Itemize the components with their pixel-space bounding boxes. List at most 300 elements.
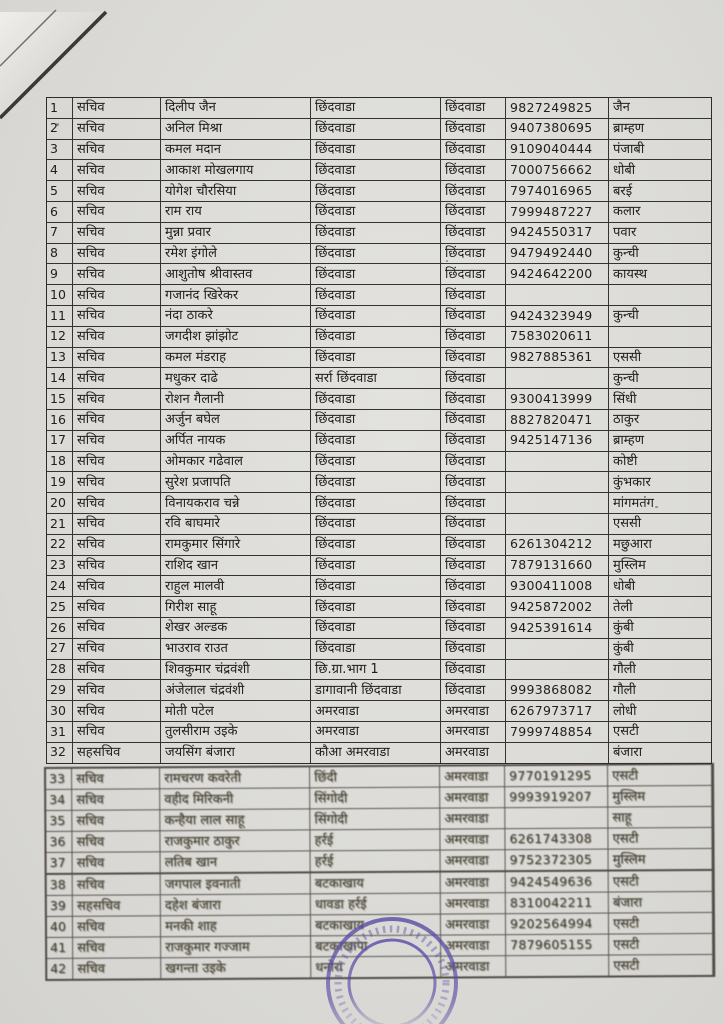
table-cell-location: छिंदवाडा <box>311 327 441 347</box>
table-cell-caste: धोबी <box>613 578 636 594</box>
table-cell-location: छिंदवाडा <box>311 535 441 555</box>
table-cell-location: छिंदवाडा <box>311 348 441 368</box>
table-cell-location: डागावानी छिंदवाडा <box>311 680 441 700</box>
table-cell-phone: 6261304212 <box>506 535 609 555</box>
table-cell-name: योगेश चौरसिया <box>161 181 311 201</box>
table-cell-sno: 15 <box>47 389 73 409</box>
table-cell-caste: धोबी <box>613 162 636 178</box>
table-cell-phone: 8310042211 <box>506 892 609 913</box>
table-cell-phone: 9109040444 <box>506 140 609 160</box>
table-cell-caste: कुंबी <box>613 641 634 657</box>
table-cell-sno: 3 <box>47 140 73 160</box>
page-fold-corner <box>0 0 150 130</box>
table-cell-sno: 21 <box>47 514 73 534</box>
table-cell-location: छिंदवाडा <box>311 431 441 451</box>
table-cell-sno: 13 <box>47 348 73 368</box>
table-cell-caste: एससी <box>613 516 642 532</box>
table-cell-caste: साहू <box>608 806 712 827</box>
table-cell-phone: 9202564994 <box>506 913 609 934</box>
table-cell-designation: सचिव <box>73 181 161 201</box>
table-cell-phone: 9300411008 <box>506 576 609 596</box>
table-row <box>47 701 711 722</box>
table-cell-location: छिंदवाडा <box>311 306 441 326</box>
table-row <box>47 431 711 452</box>
table-cell-location: धावडा हर्रई <box>311 893 441 914</box>
table-cell-location: छिंदवाडा <box>311 472 441 492</box>
table-cell-district: छिंदवाडा <box>441 410 506 430</box>
table-row <box>47 576 711 597</box>
table-cell-location: छिंदवाडा <box>311 160 441 180</box>
table-cell-sno: 22 <box>47 535 73 555</box>
table-cell-name: दहेश बंजारा <box>161 894 311 915</box>
table-cell-district: छिंदवाडा <box>441 306 506 326</box>
table-cell-phone: 7974016965 <box>506 181 609 201</box>
table-cell-name: गजानंद खिरेकर <box>161 285 311 305</box>
table-cell-district: अमरवाडा <box>440 787 505 807</box>
table-cell-designation: सचिव <box>73 597 161 617</box>
table-row <box>47 556 711 577</box>
table-cell-name: मोती पटेल <box>161 701 311 721</box>
table-cell-phone <box>506 452 609 472</box>
table-cell-designation: सचिव <box>72 789 160 810</box>
table-cell-location: छिंदवाडा <box>311 264 441 284</box>
table-cell-name: राहुल मालवी <box>161 576 311 596</box>
table-cell-caste: ब्राम्हण <box>613 433 645 449</box>
table-cell-phone: 7879131660 <box>506 556 609 576</box>
table-cell-phone: 9425872002 <box>506 597 609 617</box>
table-cell-district: छिंदवाडा <box>441 680 506 700</box>
table-cell-phone: 7583020611 <box>506 327 609 347</box>
table-cell-name: राम राय <box>161 202 311 222</box>
table-cell-name: शेखर अल्डक <box>161 618 311 638</box>
table-cell-district: छिंदवाडा <box>441 264 506 284</box>
table-cell-phone: 9827885361 <box>506 348 609 368</box>
table-cell-location: धनोरा <box>311 956 441 977</box>
table-cell-caste: कुन्ची <box>613 370 639 386</box>
table-cell-district: छिंदवाडा <box>441 244 506 264</box>
table-cell-name: ओमकार गढेवाल <box>161 452 311 472</box>
table-cell-phone: 9424549636 <box>506 871 609 892</box>
table-row <box>47 452 711 473</box>
table-cell-location: छिंदवाडा <box>311 618 441 638</box>
table-cell-phone: 9993919207 <box>505 786 608 807</box>
table-cell-sno: 7 <box>47 223 73 243</box>
table-cell-caste: कुंभकार <box>613 474 651 490</box>
table-cell-caste: ब्राम्हण <box>613 121 645 137</box>
table-cell-designation: सचिव <box>73 264 161 284</box>
table-cell-name: अर्पित नायक <box>161 431 311 451</box>
table-cell-district: अमरवाडा <box>441 893 506 913</box>
table-cell-district: छिंदवाडा <box>441 389 506 409</box>
table-cell-name: खगन्ता उइके <box>161 957 311 978</box>
table-cell-caste: मुस्लिम <box>613 557 646 573</box>
table-cell-sno: 14 <box>47 368 73 388</box>
table-cell-caste: कुन्ची <box>613 308 639 324</box>
table-cell-designation: सचिव <box>73 368 161 388</box>
table-cell-designation: सचिव <box>73 639 161 659</box>
table-cell-designation: सहसचिव <box>73 895 161 916</box>
table-cell-sno: 8 <box>47 244 73 264</box>
table-cell-caste <box>609 327 711 347</box>
table-cell-location: छिंदवाडा <box>311 410 441 430</box>
table-cell-phone: 7879605155 <box>506 934 609 955</box>
table-cell-sno: 9 <box>47 264 73 284</box>
table-cell-name: वहीद मिरिकनी <box>160 788 310 809</box>
table-cell-name: नंदा ठाकरे <box>161 306 311 326</box>
table-cell-name: विनायकराव चन्ने <box>161 493 311 513</box>
table-cell-district: छिंदवाडा <box>441 348 506 368</box>
table-row <box>47 389 711 410</box>
roster-table <box>46 97 712 981</box>
table-cell-caste: कुंबी <box>613 620 634 636</box>
table-cell-name: जगदीश झांझोट <box>161 327 311 347</box>
table-cell-district: छिंदवाडा <box>441 119 506 139</box>
table-cell-district: छिंदवाडा <box>441 639 506 659</box>
table-cell-name: सुरेश प्रजापति <box>161 472 311 492</box>
table-cell-phone: 9479492440 <box>506 244 609 264</box>
table-cell-phone: 9770191295 <box>505 765 608 786</box>
table-cell-designation: सचिव <box>73 556 161 576</box>
table-row <box>47 348 711 369</box>
table-cell-phone: 9300413999 <box>506 389 609 409</box>
table-cell-designation: सहसचिव <box>73 743 161 763</box>
table-cell-name: राजकुमार गज्जाम <box>161 936 311 957</box>
table-cell-caste: मछुआरा <box>613 537 652 553</box>
table-cell-designation: सचिव <box>73 916 161 937</box>
table-cell-phone <box>506 660 609 680</box>
table-cell-sno: 10 <box>47 285 73 305</box>
table-cell-designation: सचिव <box>73 576 161 596</box>
table-cell-caste: जैन <box>613 100 630 116</box>
table-cell-location: छिंदवाडा <box>311 223 441 243</box>
table-cell-name: गिरीश साहू <box>161 597 311 617</box>
table-cell-sno: 31 <box>47 722 73 742</box>
table-cell-caste: तेली <box>613 599 633 615</box>
table-cell-sno: 29 <box>47 680 73 700</box>
table-cell-location: अमरवाडा <box>311 722 441 742</box>
table-cell-name: आशुतोष श्रीवास्तव <box>161 264 311 284</box>
table-cell-sno: 37 <box>47 852 73 872</box>
table-cell-phone: 7999487227 <box>506 202 609 222</box>
table-row <box>47 181 711 202</box>
table-cell-sno: 1 <box>47 98 73 118</box>
table-cell-phone <box>506 955 609 976</box>
table-cell-district: अमरवाडा <box>441 722 506 742</box>
table-cell-sno: 28 <box>47 660 73 680</box>
table-cell-name: अंजेलाल चंद्रवंशी <box>161 680 311 700</box>
table-cell-sno: 38 <box>47 874 73 894</box>
table-cell-caste: बंजारा <box>609 891 713 912</box>
table-cell-sno: 16 <box>47 410 73 430</box>
table-cell-location: बटकाखापा <box>311 935 441 956</box>
table-cell-designation: सचिव <box>72 768 160 789</box>
table-row <box>47 493 711 514</box>
table-row <box>47 327 711 348</box>
table-cell-name: राशिद खान <box>161 556 311 576</box>
table-cell-district: छिंदवाडा <box>441 514 506 534</box>
table-cell-caste: लोधी <box>613 703 637 719</box>
table-cell-phone: 9425391614 <box>506 618 609 638</box>
table-cell-designation: सचिव <box>73 160 161 180</box>
table-cell-location: छिंदवाडा <box>311 597 441 617</box>
table-cell-name: जयसिंग बंजारा <box>161 743 311 763</box>
table-cell-location: सिंगोदी <box>310 787 440 808</box>
table-cell-designation: सचिव <box>73 680 161 700</box>
table-cell-location: छिंदवाडा <box>311 493 441 513</box>
table-cell-district: अमरवाडा <box>441 914 506 934</box>
table-row <box>47 223 711 244</box>
table-cell-phone: 9424642200 <box>506 264 609 284</box>
table-cell-district: छिंदवाडा <box>441 285 506 305</box>
table-cell-district: छिंदवाडा <box>441 327 506 347</box>
table-row <box>47 160 711 181</box>
table-cell-designation: सचिव <box>73 140 161 160</box>
table-cell-district: अमरवाडा <box>441 850 506 870</box>
table-cell-name: कमल मंडराह <box>161 348 311 368</box>
table-cell-caste: एसटी <box>608 827 712 848</box>
table-cell-name: लतिब खान <box>161 851 311 872</box>
table-cell-district: अमरवाडा <box>440 829 505 849</box>
table-cell-designation: सचिव <box>73 701 161 721</box>
table-cell-designation: सचिव <box>73 431 161 451</box>
table-cell-designation: सचिव <box>72 831 160 852</box>
table-cell-caste: कुन्ची <box>613 245 639 261</box>
table-cell-sno: 17 <box>47 431 73 451</box>
table-cell-sno: 26 <box>47 618 73 638</box>
table-cell-district: अमरवाडा <box>440 808 505 828</box>
table-cell-location: छिंदी <box>310 766 440 787</box>
table-cell-caste <box>609 285 711 305</box>
round-stamp <box>303 901 481 1024</box>
table-cell-district: छिंदवाडा <box>441 472 506 492</box>
table-cell-phone: 9424550317 <box>506 223 609 243</box>
table-cell-location: बटकाखाय <box>311 872 441 893</box>
table-cell-caste: मुस्लिम <box>609 848 713 869</box>
table-cell-sno: 12 <box>47 327 73 347</box>
table-cell-caste: मुस्लिम <box>608 785 712 806</box>
table-cell-name: रवि बाघमारे <box>161 514 311 534</box>
table-cell-designation: सचिव <box>73 119 161 139</box>
table-cell-sno: 19 <box>47 472 73 492</box>
table-cell-designation: सचिव <box>73 389 161 409</box>
table-cell-name: भाउराव राउत <box>161 639 311 659</box>
table-cell-designation: सचिव <box>73 937 161 958</box>
table-cell-designation: सचिव <box>73 452 161 472</box>
table-cell-district: छिंदवाडा <box>441 493 506 513</box>
table-cell-location: छिंदवाडा <box>311 181 441 201</box>
table-cell-name: कमल मदान <box>161 140 311 160</box>
table-row <box>47 680 711 701</box>
table-cell-designation: सचिव <box>73 618 161 638</box>
table-row <box>47 264 711 285</box>
table-cell-location: छिंदवाडा <box>311 452 441 472</box>
table-cell-sno: 34 <box>46 789 72 809</box>
table-cell-caste: गौली <box>613 661 636 677</box>
table-cell-designation: सचिव <box>73 202 161 222</box>
table-cell-name: अर्जुन बघेल <box>161 410 311 430</box>
table-row <box>47 722 711 743</box>
table-cell-phone <box>506 285 609 305</box>
table-cell-caste: एससी <box>613 349 642 365</box>
table-cell-designation: सचिव <box>73 285 161 305</box>
table-cell-designation: सचिव <box>73 874 161 895</box>
table-cell-district: छिंदवाडा <box>441 535 506 555</box>
table-cell-district: छिंदवाडा <box>441 181 506 201</box>
table-cell-phone: 9827249825 <box>506 98 609 118</box>
table-cell-district: छिंदवाडा <box>441 223 506 243</box>
table-cell-sno: 41 <box>47 937 73 957</box>
table-cell-location: छिंदवाडा <box>311 514 441 534</box>
table-cell-phone: 7000756662 <box>506 160 609 180</box>
table-row <box>47 597 711 618</box>
table-cell-district: अमरवाडा <box>441 872 506 892</box>
table-row <box>47 639 711 660</box>
table-cell-caste: मांगमतंग <box>613 495 654 511</box>
table-cell-name: अनिल मिश्रा <box>161 119 311 139</box>
table-cell-phone <box>506 493 609 513</box>
table-cell-designation: सचिव <box>73 660 161 680</box>
table-cell-designation: सचिव <box>73 852 161 873</box>
table-cell-phone: 7999748854 <box>506 722 609 742</box>
table-cell-caste: बंजारा <box>613 745 643 761</box>
table-cell-location: छिंदवाडा <box>311 285 441 305</box>
table-cell-name: मधुकर दाढे <box>161 368 311 388</box>
table-cell-location: हर्रई <box>311 850 441 871</box>
table-cell-district: छिंदवाडा <box>441 98 506 118</box>
table-cell-location: छिंदवाडा <box>311 244 441 264</box>
table-cell-name: आकाश मोखलगाय <box>161 160 311 180</box>
table-cell-phone: 6267973717 <box>506 701 609 721</box>
table-cell-district: छिंदवाडा <box>441 431 506 451</box>
table-cell-location: छिंदवाडा <box>311 639 441 659</box>
table-cell-designation: सचिव <box>73 493 161 513</box>
table-cell-name: मनकी शाह <box>161 915 311 936</box>
table-cell-location: सर्रा छिंदवाडा <box>311 368 441 388</box>
table-cell-designation: सचिव <box>73 98 161 118</box>
table-cell-location: हर्रई <box>310 829 440 850</box>
table-cell-caste: पवार <box>613 225 637 241</box>
table-cell-phone <box>506 743 609 763</box>
table-cell-designation: सचिव <box>73 722 161 742</box>
table-cell-district: छिंदवाडा <box>441 618 506 638</box>
table-cell-district: छिंदवाडा <box>441 140 506 160</box>
table-cell-name: रामकुमार सिंगारे <box>161 535 311 555</box>
table-cell-sno: 24 <box>47 576 73 596</box>
table-cell-phone <box>506 472 609 492</box>
table-cell-designation: सचिव <box>73 306 161 326</box>
table-cell-caste: कलार <box>613 204 641 220</box>
table-cell-caste: पंजाबी <box>613 141 645 157</box>
table-cell-sno: 35 <box>46 810 72 830</box>
table-cell-sno: 42 <box>47 958 73 978</box>
table-cell-name: दिलीप जैन <box>161 98 311 118</box>
table-row <box>47 514 711 535</box>
table-cell-district: अमरवाडा <box>441 935 506 955</box>
table-cell-district: छिंदवाडा <box>441 160 506 180</box>
table-cell-district: छिंदवाडा <box>441 576 506 596</box>
table-section-clear <box>46 97 712 764</box>
table-cell-sno: 33 <box>46 768 72 788</box>
table-cell-phone <box>506 368 609 388</box>
table-cell-designation: सचिव <box>72 810 160 831</box>
table-cell-designation: सचिव <box>73 410 161 430</box>
table-row <box>47 472 711 493</box>
table-cell-caste: एसटी <box>613 724 639 740</box>
table-row <box>47 202 711 223</box>
table-cell-sno: 30 <box>47 701 73 721</box>
table-row <box>47 535 711 556</box>
table-cell-location: अमरवाडा <box>311 701 441 721</box>
table-cell-caste: एसटी <box>609 954 713 975</box>
table-cell-designation: सचिव <box>73 514 161 534</box>
table-cell-designation: सचिव <box>73 327 161 347</box>
table-cell-designation: सचिव <box>73 958 161 979</box>
table-cell-location: कौआ अमरवाडा <box>311 743 441 763</box>
table-cell-location: छिंदवाडा <box>311 556 441 576</box>
table-cell-location: छिंदवाडा <box>311 98 441 118</box>
table-cell-caste: सिंधी <box>613 391 637 407</box>
table-cell-name: रामचरण कवरेती <box>160 767 310 788</box>
stamp-ring-text <box>338 929 446 1024</box>
table-cell-caste: कोष्टी <box>613 453 638 469</box>
table-row <box>47 660 711 681</box>
table-cell-location: छिंदवाडा <box>311 389 441 409</box>
table-row <box>47 306 711 327</box>
table-cell-designation: सचिव <box>73 472 161 492</box>
table-cell-designation: सचिव <box>73 535 161 555</box>
table-cell-name: रोशन गैलानी <box>161 389 311 409</box>
table-row <box>47 244 711 265</box>
table-cell-phone: 9425147136 <box>506 431 609 451</box>
table-cell-sno: 23 <box>47 556 73 576</box>
table-cell-location: सिंगोदी <box>310 808 440 829</box>
table-cell-sno: 39 <box>47 895 73 915</box>
table-cell-district: अमरवाडा <box>440 766 505 786</box>
table-cell-phone: 9407380695 <box>506 119 609 139</box>
table-cell-sno: 32 <box>47 743 73 763</box>
table-cell-location: छिंदवाडा <box>311 119 441 139</box>
table-cell-sno: 5 <box>47 181 73 201</box>
table-cell-designation: सचिव <box>73 244 161 264</box>
table-cell-sno: 11 <box>47 306 73 326</box>
table-row <box>47 285 711 306</box>
table-cell-district: अमरवाडा <box>441 956 506 976</box>
table-cell-phone: 9424323949 <box>506 306 609 326</box>
table-row <box>47 368 711 389</box>
table-cell-caste: एसटी <box>609 870 713 891</box>
table-cell-name: जगपाल इवनाती <box>161 873 311 894</box>
table-cell-district: छिंदवाडा <box>441 202 506 222</box>
table-cell-sno: 18 <box>47 452 73 472</box>
table-cell-name: शिवकुमार चंद्रवंशी <box>161 660 311 680</box>
table-cell-sno: 40 <box>47 916 73 936</box>
table-row <box>47 743 711 763</box>
table-cell-location: छिंदवाडा <box>311 576 441 596</box>
table-cell-designation: सचिव <box>73 223 161 243</box>
table-cell-district: छिंदवाडा <box>441 660 506 680</box>
table-cell-caste: गौली <box>613 682 636 698</box>
table-cell-phone: 8827820471 <box>506 410 609 430</box>
table-cell-location: छिंदवाडा <box>311 140 441 160</box>
table-cell-designation: सचिव <box>73 348 161 368</box>
table-cell-caste: ठाकुर <box>613 412 640 428</box>
table-cell-name: मुन्ना प्रवार <box>161 223 311 243</box>
table-cell-phone <box>506 639 609 659</box>
table-cell-district: छिंदवाडा <box>441 556 506 576</box>
table-cell-name: राजकुमार ठाकुर <box>160 830 310 851</box>
table-cell-district: छिंदवाडा <box>441 452 506 472</box>
table-cell-name: रमेश इंगोले <box>161 244 311 264</box>
